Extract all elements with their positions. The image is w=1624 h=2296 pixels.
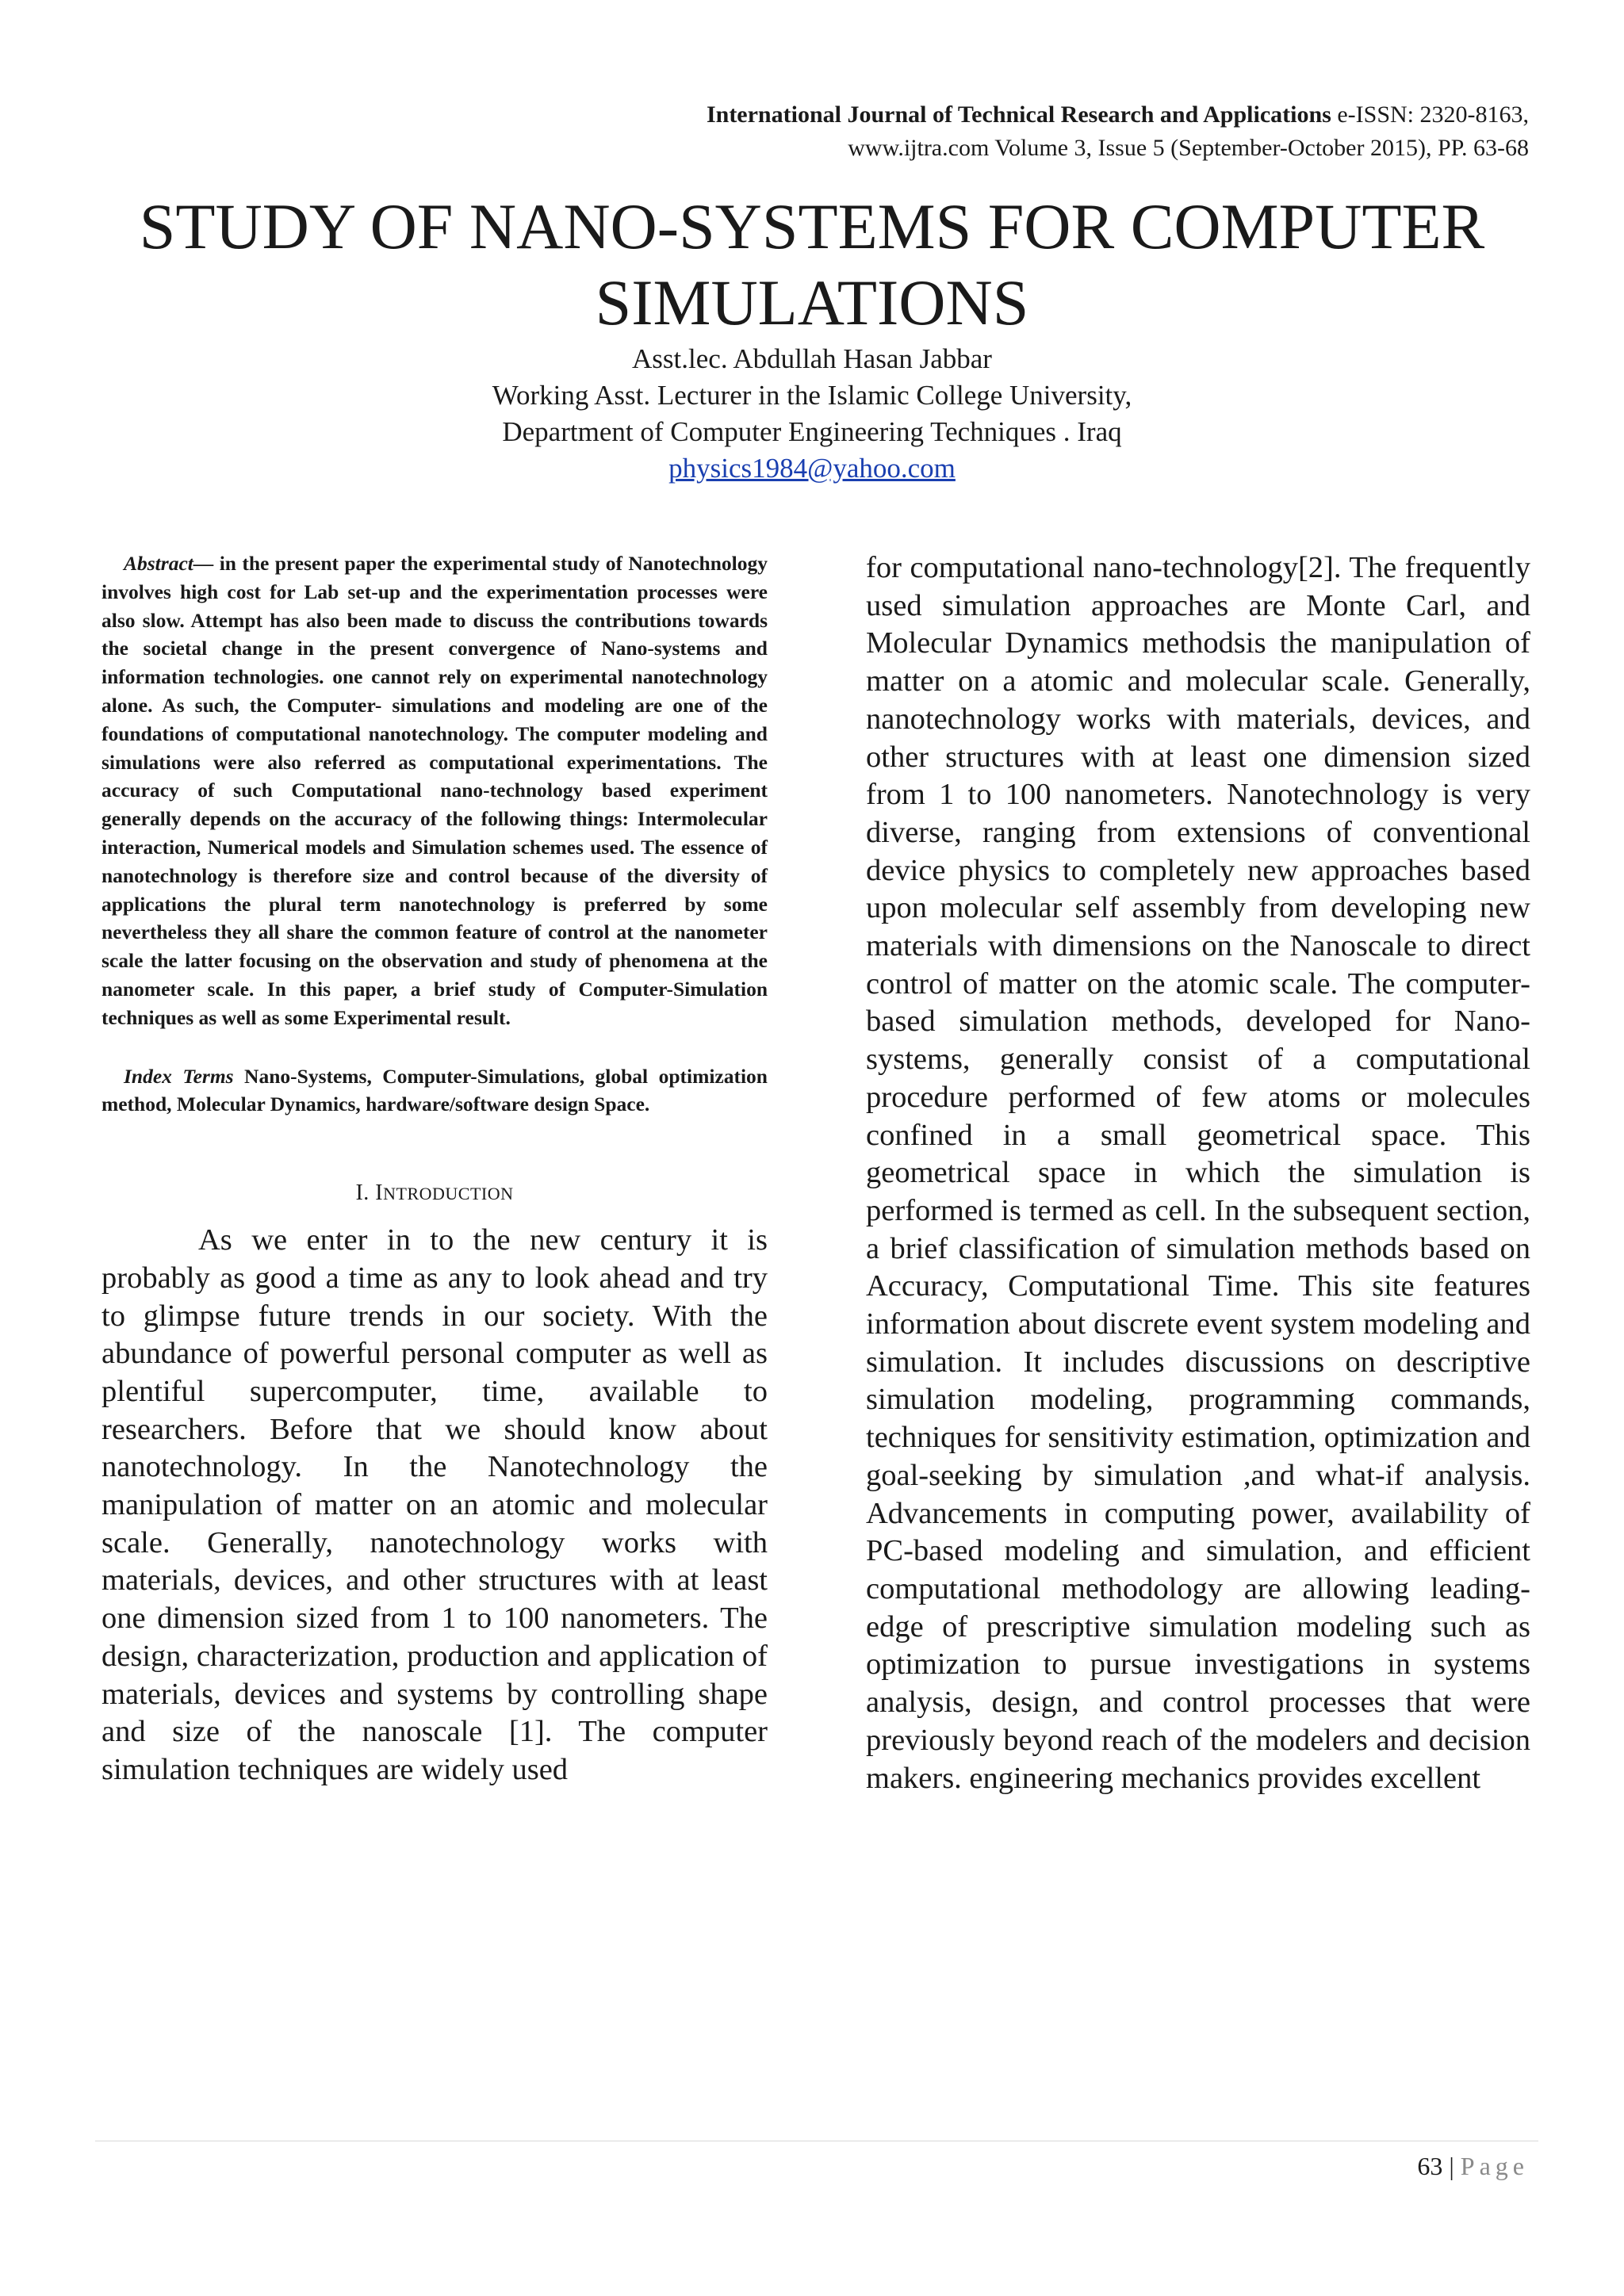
right-column <box>866 549 1530 1797</box>
index-terms-text: Nano-Systems, Computer-Simulations, global optimization method, Molecular Dynamics, hardware/software design Space. <box>102 1064 768 1116</box>
author-affiliation-1: Working Asst. Lecturer in the Islamic College University, <box>492 380 1132 411</box>
journal-name: International Journal of Technical Research and Applications <box>706 101 1331 128</box>
author-block <box>79 341 1545 487</box>
author-name: Asst.lec. Abdullah Hasan Jabbar <box>632 343 992 374</box>
section-number: I. <box>355 1181 376 1206</box>
journal-header-line2: www.ijtra.com Volume 3, Issue 5 (September-October 2015), PP. 63-68 <box>848 135 1529 161</box>
journal-header-line1 <box>339 98 1529 132</box>
intro-text-left: As we enter in to the new century it is probably as good a time as any to look ahead and try to glimpse future trends in our society. With the abundance of powerful personal computer as well as plentiful supercomputer, time, available to researchers. Before that we should know about nanotechnology. In the Nanotechnology the manipulation of matter on an atomic and molecular scale. Generally, nanotechnology works with materials, devices, and other structures with at least one dimension sized from 1 to 100 nanometers. The design, characterization, production and application of materials, devices and systems by controlling shape and size of the nanoscale [1]. The computer simulation techniques are widely used <box>102 1223 768 1786</box>
author-email-link[interactable]: physics1984@yahoo.com <box>668 453 956 484</box>
paper-title <box>79 189 1545 341</box>
section-title-rest: NTRODUCTION <box>383 1184 514 1204</box>
abstract-label: Abstract— <box>124 552 214 575</box>
index-terms-label: Index Terms <box>124 1064 234 1088</box>
section-first-letter: I <box>375 1181 384 1206</box>
page-separator: | <box>1442 2152 1461 2180</box>
intro-paragraph-left <box>102 1222 768 1789</box>
paper-title-line2: SIMULATIONS <box>595 266 1029 339</box>
section-heading-introduction <box>102 1181 768 1206</box>
paper-title-line1: STUDY OF NANO-SYSTEMS FOR COMPUTER <box>139 190 1485 262</box>
author-affiliation-2: Department of Computer Engineering Techniques . Iraq <box>502 416 1122 447</box>
page-label: Page <box>1460 2152 1529 2180</box>
page-footer <box>1417 2150 1529 2182</box>
left-column <box>102 549 768 1789</box>
abstract <box>102 549 768 1032</box>
page-number: 63 <box>1417 2152 1443 2180</box>
intro-paragraph-right: for computational nano-technology[2]. The frequently used simulation approaches are Monte Carl, and Molecular Dynamics methodsis the manipulation of matter on a atomic and molecular scale. Generally, nanotechnology works with materials, devices, and other structures with at least one dimension sized from 1 to 100 nanometers. Nanotechnology is very diverse, ranging from extensions of conventional device physics to completely new approaches based upon molecular self assembly from developing new materials with dimensions on the Nanoscale to direct control of matter on the atomic scale. The computer- based simulation methods, developed for Nano-systems, generally consist of a computational procedure performed of few atoms or molecules confined in a small geometrical space. This geometrical space in which the simulation is performed is termed as cell. In the subsequent section, a brief classification of simulation methods based on Accuracy, Computational Time. This site features information about discrete event system modeling and simulation. It includes discussions on descriptive simulation modeling, programming commands, techniques for sensitivity estimation, optimization and goal-seeking by simulation ,and what-if analysis. Advancements in computing power, availability of PC-based modeling and simulation, and efficient computational methodology are allowing leading-edge of prescriptive simulation modeling such as optimization to pursue investigations in systems analysis, design, and control processes that were previously beyond reach of the modelers and decision makers. engineering mechanics provides excellent <box>866 551 1530 1795</box>
journal-issn: e-ISSN: 2320-8163, <box>1331 101 1529 128</box>
abstract-text: in the present paper the experimental study of Nanotechnology involves high cost for Lab set-up and the experimentation processes were also slow. Attempt has also been made to discuss the contributions towards the societal change in the present convergence of Nano-systems and information technologies. one cannot rely on experimental nanotechnology alone. As such, the Computer- simulations and modeling are one of the foundations of computational nanotechnology. The computer modeling and simulations were also referred as computational experimentations. The accuracy of such Computational nano-technology based experiment generally depends on the accuracy of the following things: Intermolecular interaction, Numerical models and Simulation schemes used. The essence of nanotechnology is therefore size and control because of the diversity of applications the plural term nanotechnology is preferred by some nevertheless they all share the common feature of control at the nanometer scale the latter focusing on the observation and study of phenomena at the nanometer scale. In this paper, a brief study of Computer-Simulation techniques as well as some Experimental result. <box>102 552 768 1029</box>
journal-header <box>339 98 1529 165</box>
index-terms <box>102 1062 768 1119</box>
